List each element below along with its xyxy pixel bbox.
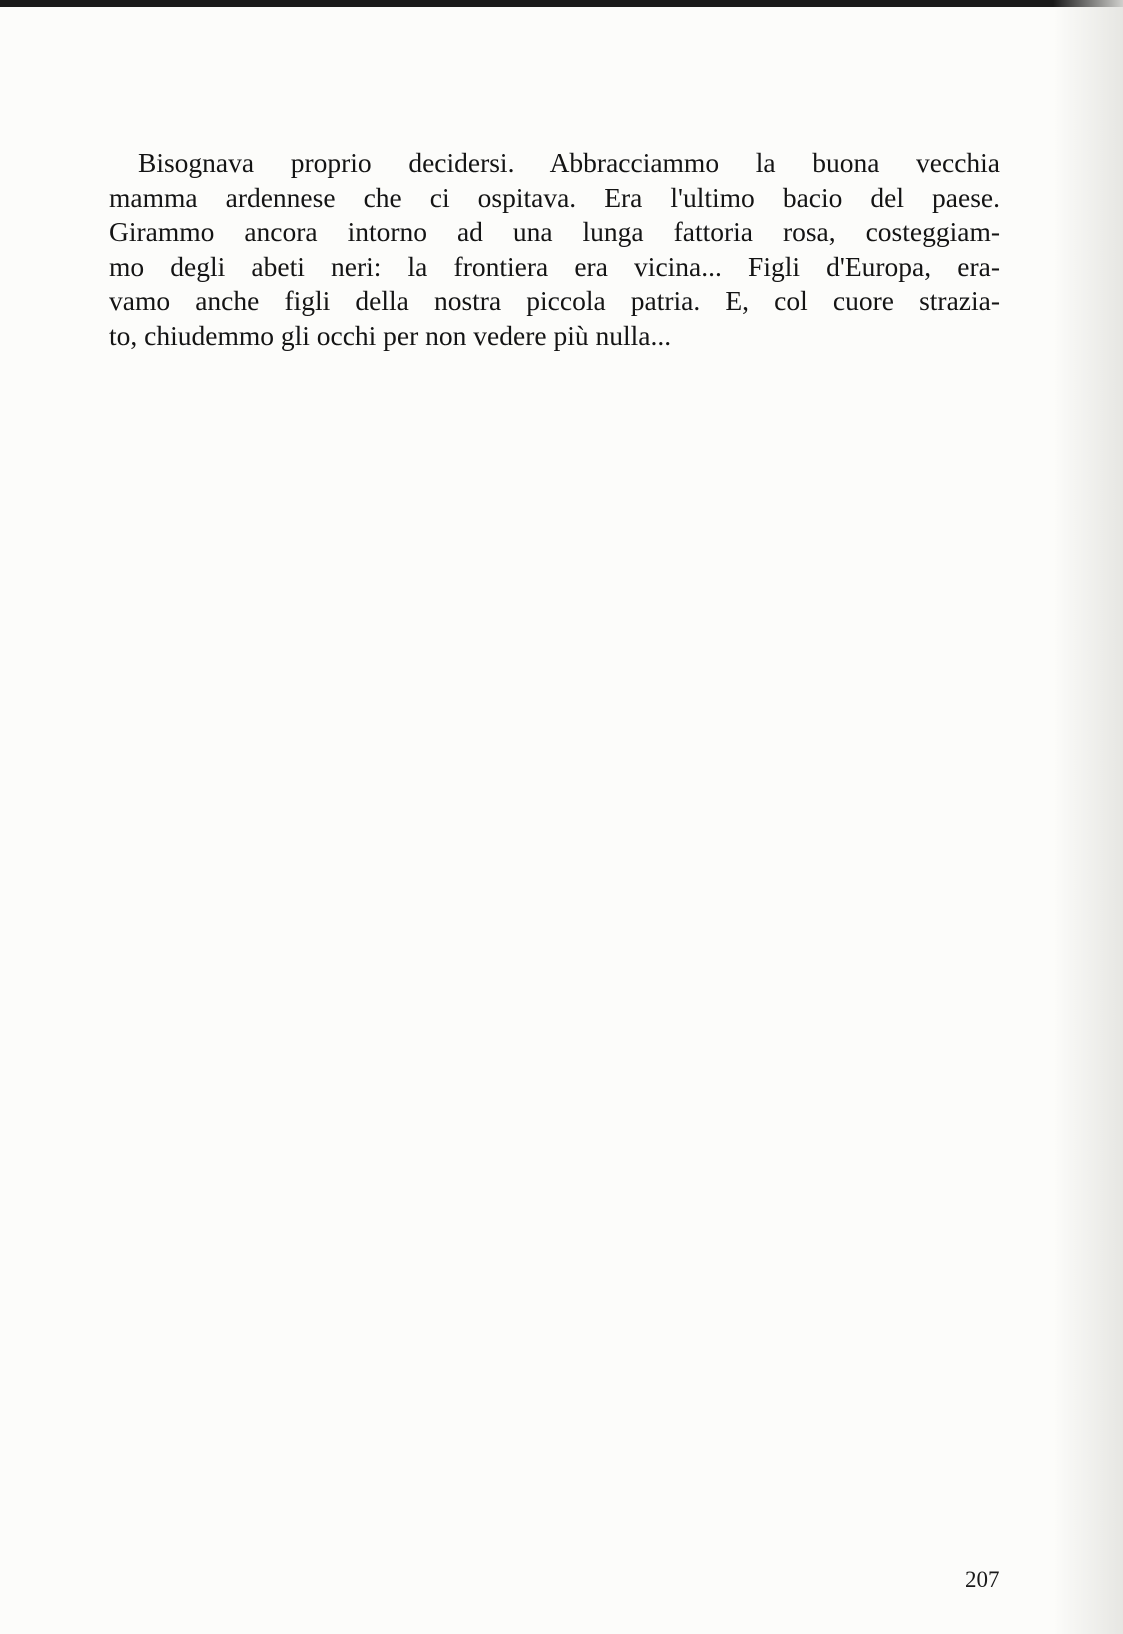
paragraph-line: mamma ardennese che ci ospitava. Era l'ultimo bacio del paese. bbox=[109, 181, 1000, 213]
page-edge-shadow bbox=[1053, 0, 1123, 1634]
paragraph-line: Girammo ancora intorno ad una lunga fattoria rosa, costeggiam- bbox=[109, 216, 1000, 247]
paragraph-line: to, chiudemmo gli occhi per non vedere più nulla... bbox=[109, 319, 672, 351]
top-edge-rule bbox=[0, 0, 1123, 7]
paragraph-line: vamo anche figli della nostra piccola patria. E, col cuore strazia- bbox=[109, 285, 1000, 316]
paragraph-line: Bisognava proprio decidersi. Abbracciammo la buona vecchia bbox=[138, 147, 1000, 178]
paragraph-line: mo degli abeti neri: la frontiera era vicina... Figli d'Europa, era- bbox=[109, 250, 1000, 282]
page-number: 207 bbox=[965, 1567, 1000, 1592]
paragraph bbox=[109, 146, 1000, 353]
